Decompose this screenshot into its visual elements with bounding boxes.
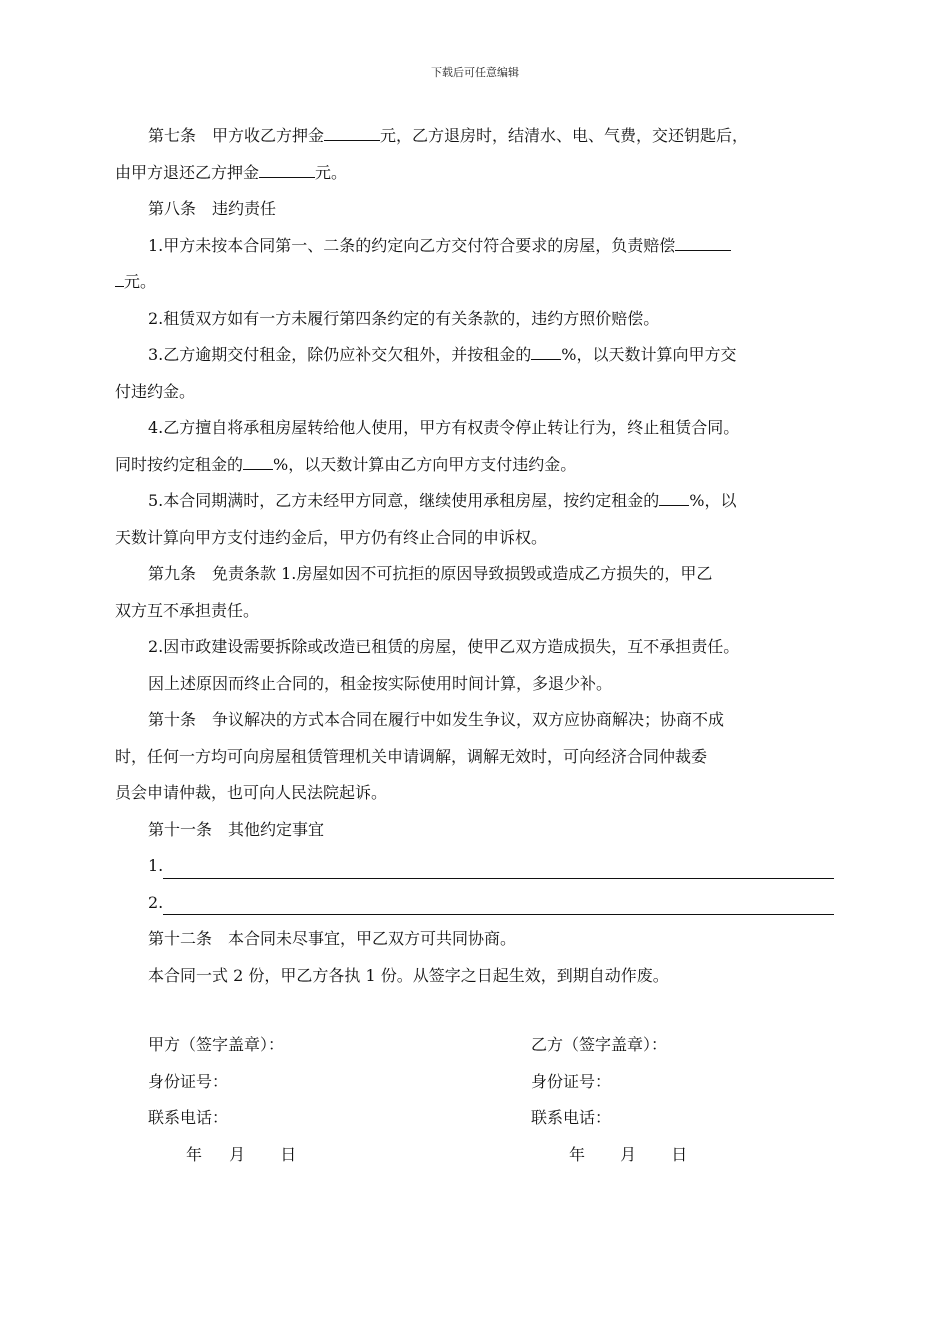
article-8-item-5-cont: 天数计算向甲方支付违约金后，甲方仍有终止合同的申诉权。 xyxy=(115,527,548,547)
compensation-blank xyxy=(675,236,731,251)
other-terms-line-2: 2. xyxy=(115,885,850,922)
percent-blank xyxy=(243,455,273,470)
article-8-item-1-cont: 元。 xyxy=(115,264,850,301)
party-b-phone: 联系电话： xyxy=(531,1108,612,1127)
signature-block xyxy=(148,1027,708,1173)
party-a-phone: 联系电话： xyxy=(148,1108,229,1127)
article-12: 第十二条 本合同未尽事宜，甲乙双方可共同协商。 xyxy=(148,929,517,948)
article-8-item-3-cont: 付违约金。 xyxy=(115,381,196,401)
article-8-item-5: 5.本合同期满时，乙方未经甲方同意，继续使用承租房屋，按约定租金的 %，以 xyxy=(148,491,737,510)
party-a-date: 年 月 日 xyxy=(186,1144,297,1164)
blank-line xyxy=(163,888,834,915)
article-11-title: 第十一条 其他约定事宜 xyxy=(148,819,325,839)
article-8-item-4-cont: 同时按约定租金的 %，以天数计算由乙方向甲方支付违约金。 xyxy=(115,454,577,474)
article-9-cont: 双方互不承担责任。 xyxy=(115,600,260,620)
article-9-item-2-cont: 因上述原因而终止合同的，租金按实际使用时间计算，多退少补。 xyxy=(148,673,613,693)
article-8-title: 第八条 违约责任 xyxy=(148,199,277,218)
article-10: 第十条 争议解决的方式本合同在履行中如发生争议，双方应协商解决；协商不成 xyxy=(148,710,725,729)
article-10-cont-2: 员会申请仲裁，也可向人民法院起诉。 xyxy=(115,783,388,802)
id-row xyxy=(148,1064,708,1101)
article-9-item-2: 2.因市政建设需要拆除或改造已租赁的房屋，使甲乙双方造成损失，互不承担责任。 xyxy=(148,637,740,656)
percent-blank xyxy=(531,345,561,360)
article-8-item-1: 1.甲方未按本合同第一、二条的约定向乙方交付符合要求的房屋，负责赔偿 xyxy=(115,228,850,265)
party-b-date: 年 月 日 xyxy=(569,1144,688,1164)
phone-row xyxy=(148,1100,708,1137)
party-b-signature: 乙方（签字盖章）： xyxy=(531,1035,668,1054)
blank-line xyxy=(163,852,834,879)
deposit-blank xyxy=(324,126,380,141)
refund-blank xyxy=(259,163,315,178)
party-b-id: 身份证号： xyxy=(531,1071,612,1091)
date-row xyxy=(148,1137,708,1174)
article-10-cont-1: 时，任何一方均可向房屋租赁管理机关申请调解，调解无效时，可向经济合同仲裁委 xyxy=(115,746,708,766)
article-7: 第七条 甲方收乙方押金 元，乙方退房时，结清水、电、气费，交还钥匙后， xyxy=(148,126,749,145)
article-9: 第九条 免责条款 1.房屋如因不可抗拒的原因导致损毁或造成乙方损失的，甲乙 xyxy=(148,564,713,583)
party-a-id: 身份证号： xyxy=(148,1071,229,1091)
article-8-item-3: 3.乙方逾期交付租金，除仍应补交欠租外，并按租金的 %，以天数计算向甲方交 xyxy=(148,345,737,364)
party-a-signature: 甲方（签字盖章）： xyxy=(148,1035,285,1054)
percent-blank xyxy=(659,491,689,506)
signature-row xyxy=(148,1027,708,1064)
page-header: 下载后可任意编辑 xyxy=(431,66,519,79)
other-terms-line-1: 1. xyxy=(115,848,850,885)
article-8-item-2: 2.租赁双方如有一方未履行第四条约定的有关条款的，违约方照价赔偿。 xyxy=(148,308,660,328)
contract-body xyxy=(115,118,850,994)
article-12-copies: 本合同一式 2 份，甲乙方各执 1 份。从签字之日起生效，到期自动作废。 xyxy=(148,965,669,985)
article-7-cont: 由甲方退还乙方押金 元。 xyxy=(115,162,348,182)
article-8-item-4: 4.乙方擅自将承租房屋转给他人使用，甲方有权责令停止转让行为，终止租赁合同。 xyxy=(148,418,740,437)
